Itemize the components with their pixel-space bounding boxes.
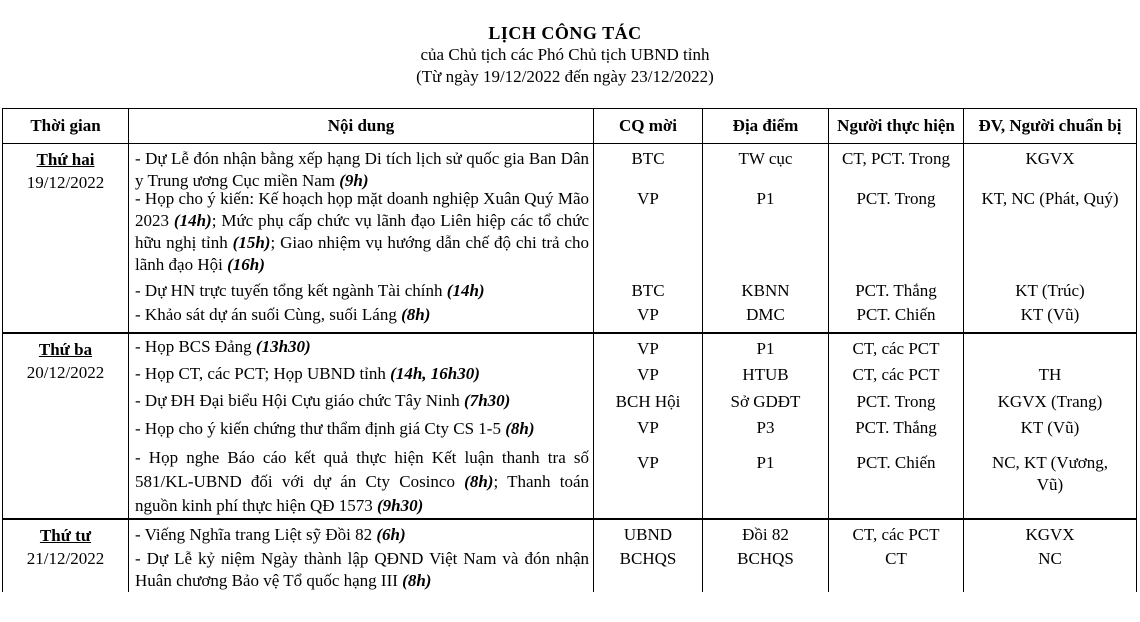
- location-value: KBNN: [741, 281, 790, 300]
- agency-value: VP: [637, 453, 659, 472]
- task-item: - Viếng Nghĩa trang Liệt sỹ Đồi 82 (6h): [135, 525, 406, 544]
- location-value: DMC: [746, 305, 785, 324]
- day-row-wednesday: [3, 519, 1137, 592]
- day-row-monday: [3, 144, 1137, 334]
- preparer-value: KGVX: [1025, 149, 1075, 168]
- day-cell: [3, 519, 129, 592]
- location-value: Sở GDĐT: [730, 392, 801, 411]
- preparer-value: KGVX (Trang): [997, 392, 1103, 411]
- content-cell: [129, 519, 594, 592]
- day-date: 19/12/2022: [26, 173, 105, 192]
- agency-value: BTC: [631, 149, 665, 168]
- column-header-time: Thời gian: [3, 109, 129, 144]
- location-value: Đồi 82: [742, 525, 789, 544]
- table-header-row: [3, 109, 1137, 144]
- location-value: P1: [756, 189, 775, 208]
- agency-value: UBND: [623, 525, 673, 544]
- preparer-value: [964, 334, 1136, 360]
- task-item: - Họp CT, các PCT; Họp UBND tỉnh (14h, 16h30): [135, 364, 480, 383]
- executor-value: PCT. Chiến: [856, 453, 936, 472]
- task-item: - Dự Lễ đón nhận bằng xếp hạng Di tích lịch sử quốc gia Ban Dân y Trung ương Cục miền Nam (9h): [135, 149, 589, 190]
- agency-value: BCHQS: [619, 549, 677, 568]
- executor-value: PCT. Chiến: [856, 305, 936, 324]
- day-name: Thứ ba: [38, 340, 93, 359]
- executor-value: PCT. Thắng: [855, 418, 937, 437]
- executor-value: PCT. Thắng: [855, 281, 937, 300]
- agency-value: VP: [637, 189, 659, 208]
- day-name: Thứ hai: [36, 150, 95, 169]
- executor-value: PCT. Trong: [856, 189, 936, 208]
- executor-cell: [829, 519, 964, 592]
- location-cell: [703, 144, 829, 334]
- location-cell: [703, 333, 829, 519]
- day-cell: [3, 333, 129, 519]
- task-item: - Khảo sát dự án suối Cùng, suối Láng (8h): [135, 305, 431, 324]
- preparer-cell: [964, 333, 1137, 519]
- agency-cell: [594, 519, 703, 592]
- executor-value: PCT. Trong: [856, 392, 936, 411]
- date-range: (Từ ngày 19/12/2022 đến ngày 23/12/2022): [416, 67, 714, 86]
- agency-value: VP: [637, 339, 659, 358]
- column-header-content: Nội dung: [129, 109, 594, 144]
- task-item: - Dự Lễ kỷ niệm Ngày thành lập QĐND Việt Nam và đón nhận Huân chương Bảo vệ Tổ quốc hạng III (8h): [135, 549, 589, 590]
- task-item: - Họp BCS Đảng (13h30): [135, 337, 311, 356]
- preparer-value: TH: [1038, 365, 1062, 384]
- preparer-value: KT (Vũ): [1020, 305, 1080, 324]
- task-item: - Họp cho ý kiến chứng thư thẩm định giá Cty CS 1-5 (8h): [135, 419, 535, 438]
- location-value: P1: [756, 453, 775, 472]
- preparer-cell: [964, 519, 1137, 592]
- document-title: LỊCH CÔNG TÁC: [488, 23, 642, 43]
- location-cell: [703, 519, 829, 592]
- preparer-value: NC, KT (Vương, Vũ): [991, 453, 1109, 494]
- task-item: - Dự HN trực tuyến tổng kết ngành Tài chính (14h): [135, 281, 485, 300]
- executor-value: CT, PCT. Trong: [841, 149, 951, 168]
- document-header: [0, 22, 1130, 88]
- location-value: BCHQS: [737, 549, 794, 568]
- location-value: HTUB: [742, 365, 789, 384]
- content-cell: [129, 333, 594, 519]
- day-date: 20/12/2022: [26, 363, 105, 382]
- document-subtitle: của Chủ tịch các Phó Chủ tịch UBND tỉnh: [420, 45, 710, 64]
- day-name: Thứ tư: [39, 526, 92, 545]
- column-header-location: Địa điểm: [703, 109, 829, 144]
- preparer-value: NC: [1038, 549, 1062, 568]
- executor-value: CT: [885, 549, 907, 568]
- preparer-value: KGVX: [1025, 525, 1075, 544]
- task-item: - Họp cho ý kiến: Kế hoạch họp mặt doanh nghiệp Xuân Quý Mão 2023 (14h); Mức phụ cấp chức vụ lãnh đạo Liên hiệp các tổ chức hữu nghị tỉnh (15h); Giao nhiệm vụ hướng dẫn chế độ chi trả cho lãnh đạo Hội (16h): [135, 189, 590, 274]
- executor-value: CT, các PCT: [852, 365, 940, 384]
- task-item: - Họp nghe Báo cáo kết quả thực hiện Kết luận thanh tra số 581/KL-UBND đối với dự án Cty Cosinco (8h); Thanh toán nguồn kinh phí thực hiện QĐ 1573 (9h30): [135, 448, 589, 515]
- location-value: P1: [756, 339, 775, 358]
- agency-cell: [594, 144, 703, 334]
- content-cell: [129, 144, 594, 334]
- executor-value: CT, các PCT: [852, 339, 940, 358]
- agency-value: VP: [637, 365, 659, 384]
- preparer-value: KT (Vũ): [1020, 418, 1080, 437]
- executor-cell: [829, 144, 964, 334]
- day-cell: [3, 144, 129, 334]
- executor-cell: [829, 333, 964, 519]
- location-value: TW cục: [738, 149, 793, 168]
- schedule-table: [2, 108, 1137, 592]
- column-header-executor: Người thực hiện: [829, 109, 964, 144]
- preparer-value: KT, NC (Phát, Quý): [981, 189, 1119, 208]
- column-header-agency: CQ mời: [594, 109, 703, 144]
- day-date: 21/12/2022: [26, 549, 105, 568]
- agency-value: BTC: [631, 281, 665, 300]
- agency-cell: [594, 333, 703, 519]
- agency-value: BCH Hội: [615, 392, 681, 411]
- location-value: P3: [756, 418, 775, 437]
- executor-value: CT, các PCT: [852, 525, 940, 544]
- preparer-cell: [964, 144, 1137, 334]
- day-row-tuesday: [3, 333, 1137, 519]
- agency-value: VP: [637, 305, 659, 324]
- task-item: - Dự ĐH Đại biểu Hội Cựu giáo chức Tây Ninh (7h30): [135, 391, 511, 410]
- column-header-preparer: ĐV, Người chuẩn bị: [964, 109, 1137, 144]
- agency-value: VP: [637, 418, 659, 437]
- preparer-value: KT (Trúc): [1015, 281, 1085, 300]
